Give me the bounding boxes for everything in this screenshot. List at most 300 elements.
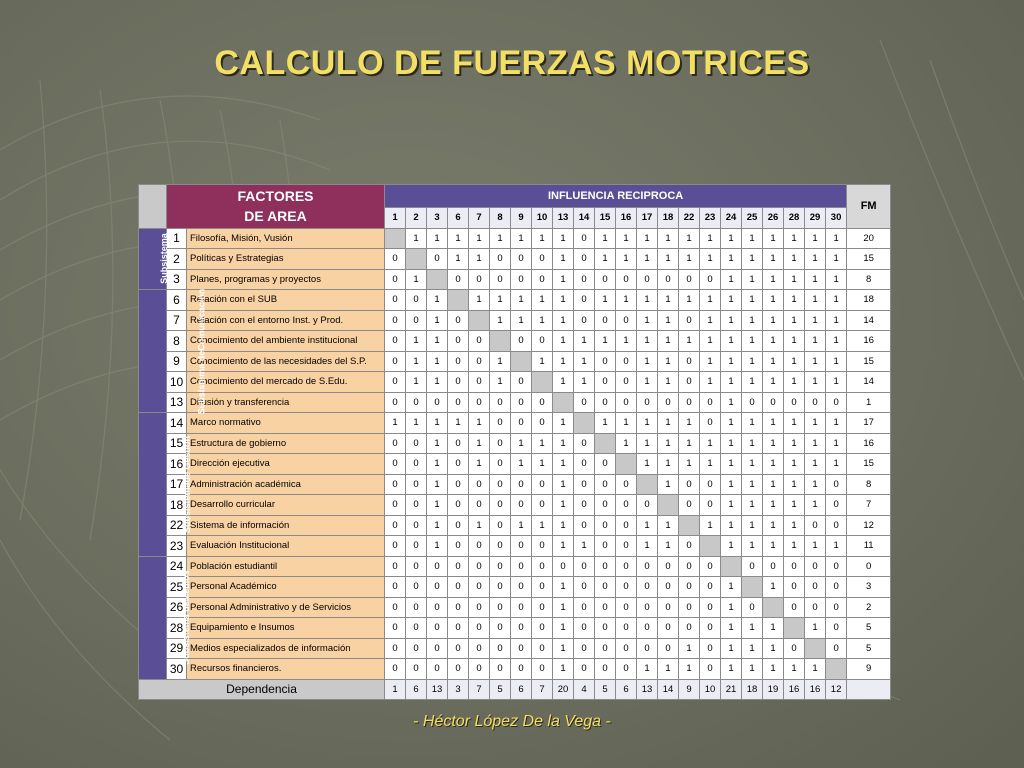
influence-cell: 1 [532,351,553,372]
influence-cell: 0 [469,556,490,577]
table-row [139,618,891,639]
influence-cell: 1 [826,269,847,290]
factor-number: 17 [167,474,187,495]
influence-cell: 0 [385,556,406,577]
influence-cell: 1 [742,433,763,454]
influence-cell: 1 [553,372,574,393]
factor-number: 7 [167,310,187,331]
table-row [139,372,891,393]
table-row [139,495,891,516]
influence-cell: 0 [469,474,490,495]
factor-name: Marco normativo [187,413,385,434]
influence-cell: 1 [595,249,616,270]
page-title: CALCULO DE FUERZAS MOTRICES [214,44,810,82]
influence-cell: 0 [574,556,595,577]
influence-cell: 0 [448,372,469,393]
fm-value: 14 [847,310,891,331]
influence-cell: 0 [448,392,469,413]
influence-cell: 0 [700,474,721,495]
influence-cell: 1 [784,413,805,434]
influence-cell: 0 [826,392,847,413]
influence-cell: 1 [469,454,490,475]
influence-cell: 0 [490,433,511,454]
dependencia-value: 3 [448,679,469,700]
influence-cell: 0 [427,556,448,577]
influence-cell: 1 [553,618,574,639]
column-header: 16 [616,208,637,229]
influence-cell: 1 [805,495,826,516]
influence-cell: 1 [490,310,511,331]
influence-cell: 1 [616,413,637,434]
influence-cell: 0 [616,597,637,618]
influence-cell: 1 [721,249,742,270]
influence-cell: 0 [574,638,595,659]
influence-cell: 1 [721,269,742,290]
influence-cell: 0 [406,556,427,577]
factor-number: 29 [167,638,187,659]
influence-cell: 0 [637,638,658,659]
influence-cell: 0 [532,597,553,618]
influence-cell: 1 [553,474,574,495]
influence-cell: 0 [532,638,553,659]
influence-cell: 0 [385,474,406,495]
factor-number: 16 [167,454,187,475]
influence-cell: 1 [763,331,784,352]
influence-cell: 0 [448,597,469,618]
influence-cell: 0 [406,577,427,598]
influence-cell: 1 [700,372,721,393]
influence-cell: 1 [574,372,595,393]
influence-cell: 1 [763,536,784,557]
factor-name: Equipamiento e Insumos [187,618,385,639]
influence-cell: 0 [532,392,553,413]
influence-cell: 0 [448,556,469,577]
influence-cell: 1 [553,331,574,352]
influence-cell: 1 [742,249,763,270]
influence-cell: 0 [616,269,637,290]
influence-cell: 0 [406,474,427,495]
diagonal-cell [448,290,469,311]
influence-cell: 0 [700,597,721,618]
influence-cell: 1 [826,228,847,249]
influence-cell: 1 [406,228,427,249]
factor-number: 10 [167,372,187,393]
fm-value: 16 [847,433,891,454]
fm-value: 12 [847,515,891,536]
factor-number: 15 [167,433,187,454]
influence-cell: 1 [511,290,532,311]
influence-cell: 1 [616,433,637,454]
table-row [139,433,891,454]
factor-name: Políticas y Estrategias [187,249,385,270]
influence-cell: 1 [532,310,553,331]
influence-cell: 0 [826,495,847,516]
dependencia-value: 21 [721,679,742,700]
table-row [139,536,891,557]
group-label-line: Comunicación [196,288,207,351]
influence-cell: 0 [385,454,406,475]
diagonal-cell [679,515,700,536]
influence-cell: 0 [574,454,595,475]
factor-number: 9 [167,351,187,372]
influence-cell: 1 [742,659,763,680]
influence-cell: 1 [553,290,574,311]
influence-cell: 0 [700,556,721,577]
influence-cell: 1 [721,536,742,557]
influence-cell: 0 [406,515,427,536]
factor-name: Sistema de información [187,515,385,536]
influence-cell: 0 [490,659,511,680]
influence-cell: 1 [700,290,721,311]
group-label-line: de Gestión [182,435,193,483]
influence-cell: 1 [511,454,532,475]
influence-cell: 0 [595,515,616,536]
influence-cell: 1 [637,228,658,249]
influence-cell: 0 [826,638,847,659]
influence-cell: 1 [637,372,658,393]
column-header: 30 [826,208,847,229]
column-header: 18 [658,208,679,229]
influence-cell: 1 [784,372,805,393]
factor-number: 8 [167,331,187,352]
factor-number: 22 [167,515,187,536]
column-header: 7 [469,208,490,229]
influence-cell: 1 [595,413,616,434]
influence-cell: 0 [406,392,427,413]
influence-cell: 1 [700,249,721,270]
influence-cell: 0 [532,495,553,516]
influence-cell: 0 [658,577,679,598]
table-row [139,515,891,536]
influence-cell: 0 [679,577,700,598]
influence-cell: 1 [553,249,574,270]
influence-cell: 1 [679,433,700,454]
influence-cell: 1 [427,536,448,557]
influence-cell: 1 [679,290,700,311]
influence-cell: 1 [679,413,700,434]
influence-cell: 1 [637,249,658,270]
influence-cell: 1 [553,659,574,680]
influence-cell: 1 [658,372,679,393]
influence-cell: 0 [385,433,406,454]
influence-cell: 1 [700,228,721,249]
matrix-body [139,228,891,700]
influence-cell: 1 [721,310,742,331]
influence-cell: 1 [637,536,658,557]
influence-cell: 0 [427,597,448,618]
influence-cell: 0 [469,638,490,659]
influence-cell: 1 [763,351,784,372]
influence-cell: 0 [511,597,532,618]
author-footer: - Héctor López De la Vega - [413,713,611,730]
influence-cell: 0 [448,495,469,516]
influence-cell: 1 [742,228,763,249]
influence-cell: 0 [511,269,532,290]
influence-cell: 1 [553,433,574,454]
table-row [139,577,891,598]
influence-cell: 1 [721,372,742,393]
influence-cell: 0 [448,659,469,680]
influence-cell: 0 [700,495,721,516]
column-header: 2 [406,208,427,229]
influence-cell: 0 [532,536,553,557]
influence-cell: 1 [721,659,742,680]
influence-cell: 1 [721,433,742,454]
influence-cell: 1 [784,474,805,495]
influence-cell: 1 [658,474,679,495]
factor-name: Población estudiantil [187,556,385,577]
influence-cell: 1 [679,228,700,249]
influence-cell: 0 [616,310,637,331]
influence-cell: 1 [553,269,574,290]
influence-cell: 0 [595,618,616,639]
influence-cell: 1 [616,228,637,249]
factor-number: 1 [167,228,187,249]
influence-cell: 0 [469,577,490,598]
influence-cell: 1 [784,495,805,516]
influence-cell: 0 [679,392,700,413]
influence-cell: 1 [658,290,679,311]
influence-cell: 1 [658,351,679,372]
influence-cell: 0 [679,618,700,639]
influence-cell: 1 [616,249,637,270]
influence-cell: 0 [427,577,448,598]
fm-value: 7 [847,495,891,516]
factor-number: 26 [167,597,187,618]
table-row [139,228,891,249]
influence-cell: 0 [595,659,616,680]
influence-cell: 1 [532,228,553,249]
influence-cell: 1 [553,351,574,372]
influence-cell: 0 [511,372,532,393]
influence-cell: 1 [763,495,784,516]
influence-cell: 1 [826,310,847,331]
influence-cell: 0 [679,269,700,290]
factor-name: Planes, programas y proyectos [187,269,385,290]
influence-cell: 1 [826,351,847,372]
influence-cell: 0 [385,331,406,352]
influence-cell: 1 [742,413,763,434]
diagonal-cell [469,310,490,331]
influence-cell: 0 [406,536,427,557]
dependencia-value: 5 [490,679,511,700]
influence-cell: 0 [616,659,637,680]
influence-cell: 1 [595,331,616,352]
group-label-text [181,570,192,665]
influence-cell: 1 [784,228,805,249]
influence-cell: 0 [637,618,658,639]
fm-value: 16 [847,331,891,352]
column-header: 8 [490,208,511,229]
influence-cell: 1 [553,228,574,249]
influence-cell: 1 [763,290,784,311]
influence-cell: 1 [658,659,679,680]
influence-cell: 0 [637,577,658,598]
influence-cell: 1 [784,269,805,290]
factor-name: Filosofía, Misión, Vusión [187,228,385,249]
influence-cell: 0 [595,310,616,331]
factor-number: 6 [167,290,187,311]
influence-cell: 0 [385,351,406,372]
fm-value: 14 [847,372,891,393]
influence-cell: 0 [406,618,427,639]
influence-cell: 0 [490,392,511,413]
influence-cell: 0 [490,269,511,290]
influence-cell: 0 [511,474,532,495]
diagonal-cell [658,495,679,516]
influence-cell: 0 [679,536,700,557]
influence-cell: 1 [805,249,826,270]
influence-cell: 0 [616,372,637,393]
influence-cell: 1 [658,413,679,434]
diagonal-cell [826,659,847,680]
influence-matrix-container [138,184,890,700]
table-row [139,351,891,372]
dependencia-value: 6 [406,679,427,700]
influence-cell: 0 [700,413,721,434]
influence-cell: 1 [826,249,847,270]
dependencia-fm-empty [847,679,891,700]
influence-cell: 1 [784,351,805,372]
factor-number: 14 [167,413,187,434]
influence-cell: 0 [532,556,553,577]
influence-cell: 1 [763,433,784,454]
influence-cell: 1 [406,331,427,352]
influence-cell: 1 [742,474,763,495]
influence-cell: 1 [763,474,784,495]
diagonal-cell [532,372,553,393]
influence-cell: 0 [805,392,826,413]
influence-cell: 1 [469,290,490,311]
influence-cell: 0 [784,597,805,618]
fm-value: 2 [847,597,891,618]
influence-cell: 0 [427,249,448,270]
influence-cell: 1 [427,454,448,475]
influence-cell: 0 [826,474,847,495]
influence-matrix-table [138,184,891,700]
fm-value: 9 [847,659,891,680]
influence-cell: 1 [679,659,700,680]
influence-cell: 0 [700,638,721,659]
factor-name: Evaluación Institucional [187,536,385,557]
group-label [139,228,167,290]
influence-cell: 1 [679,249,700,270]
column-header: 23 [700,208,721,229]
influence-cell: 0 [385,495,406,516]
influence-cell: 0 [637,495,658,516]
influence-cell: 1 [763,249,784,270]
column-header: 13 [553,208,574,229]
influence-cell: 0 [490,638,511,659]
dependencia-value: 12 [826,679,847,700]
influence-cell: 1 [826,536,847,557]
influence-cell: 1 [763,577,784,598]
influence-cell: 0 [406,495,427,516]
influence-cell: 1 [658,331,679,352]
factor-number: 24 [167,556,187,577]
influence-cell: 1 [826,413,847,434]
influence-cell: 0 [658,269,679,290]
influence-cell: 1 [595,228,616,249]
influence-cell: 0 [826,597,847,618]
influence-cell: 1 [805,269,826,290]
influence-cell: 1 [427,372,448,393]
fm-value: 8 [847,269,891,290]
influence-cell: 1 [763,638,784,659]
influence-cell: 1 [427,331,448,352]
column-header: 6 [448,208,469,229]
influence-cell: 1 [532,433,553,454]
influence-cell: 1 [553,597,574,618]
influence-cell: 0 [700,618,721,639]
influence-cell: 0 [595,536,616,557]
influence-cell: 0 [763,556,784,577]
influence-cell: 0 [427,392,448,413]
influence-cell: 1 [637,290,658,311]
influence-cell: 0 [700,659,721,680]
header-corner [139,185,167,229]
influence-cell: 1 [637,331,658,352]
influence-cell: 0 [637,556,658,577]
fm-value: 15 [847,454,891,475]
influence-cell: 0 [616,638,637,659]
dependencia-value: 4 [574,679,595,700]
fm-value: 11 [847,536,891,557]
influence-cell: 0 [490,495,511,516]
influence-cell: 0 [658,597,679,618]
group-label-line: Subsistema de [196,350,207,414]
table-row [139,290,891,311]
column-header: 9 [511,208,532,229]
influence-cell: 0 [784,556,805,577]
influence-cell: 1 [637,413,658,434]
factor-name: Difusión y transferencia [187,392,385,413]
influence-cell: 1 [721,290,742,311]
influence-cell: 0 [679,372,700,393]
influence-cell: 0 [826,556,847,577]
influence-cell: 0 [637,269,658,290]
influence-cell: 1 [721,495,742,516]
influence-cell: 1 [448,228,469,249]
fm-value: 3 [847,577,891,598]
influence-cell: 0 [385,659,406,680]
influence-cell: 1 [679,638,700,659]
influence-cell: 1 [427,310,448,331]
influence-cell: 1 [742,310,763,331]
influence-cell: 1 [721,515,742,536]
influence-cell: 0 [805,577,826,598]
influence-cell: 0 [679,351,700,372]
influence-cell: 1 [427,474,448,495]
table-row [139,659,891,680]
influence-cell: 1 [721,618,742,639]
influence-cell: 0 [826,618,847,639]
influence-cell: 1 [574,331,595,352]
influence-cell: 1 [742,515,763,536]
table-row [139,474,891,495]
influence-cell: 1 [469,413,490,434]
influence-cell: 0 [469,618,490,639]
influence-cell: 1 [427,515,448,536]
influence-cell: 1 [784,536,805,557]
influence-cell: 1 [637,310,658,331]
column-header: 29 [805,208,826,229]
influence-cell: 1 [763,618,784,639]
factor-number: 25 [167,577,187,598]
factor-name: Personal Académico [187,577,385,598]
influence-cell: 0 [784,638,805,659]
column-header: 1 [385,208,406,229]
